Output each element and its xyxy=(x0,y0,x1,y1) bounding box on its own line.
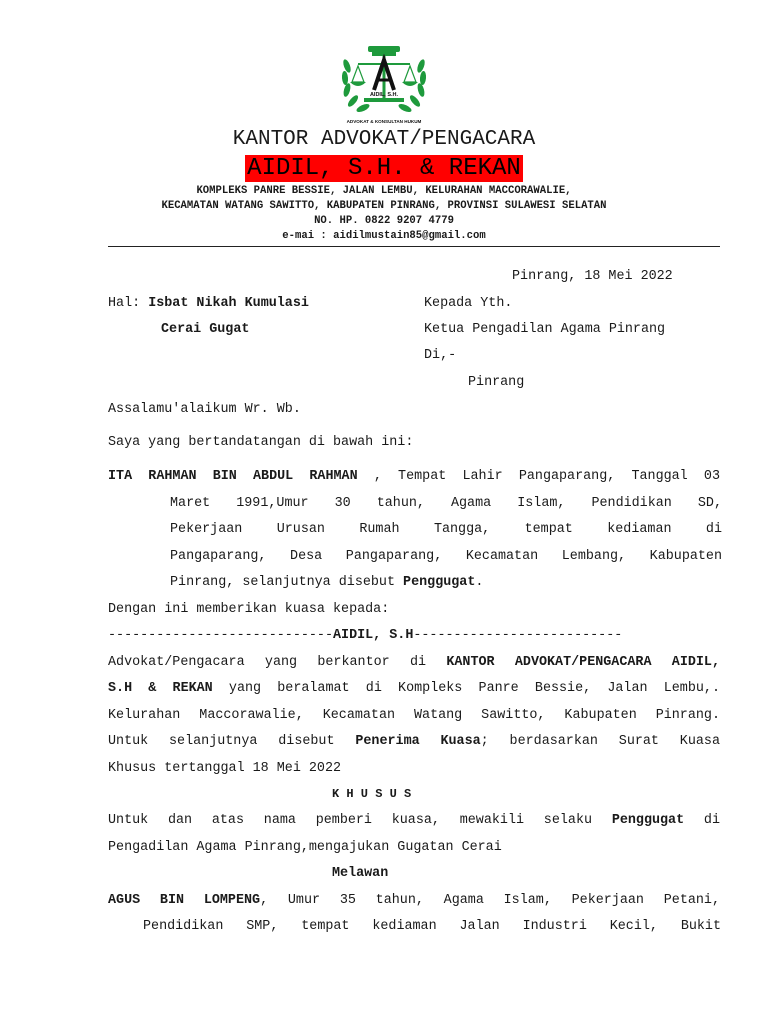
purpose-role: Penggugat xyxy=(611,813,685,828)
defendant-line-1 xyxy=(108,891,720,911)
attorney-line-5: Khusus tertanggal 18 Mei 2022 xyxy=(108,761,342,776)
svg-text:AIDIL, S.H.: AIDIL, S.H. xyxy=(369,92,399,98)
attorney-line-4 xyxy=(108,732,720,752)
address-line-2: KECAMATAN WATANG SAWITTO, KABUPATEN PINRANG, PROVINSI SULAWESI SELATAN xyxy=(161,200,607,212)
grantor-line-5 xyxy=(170,573,483,593)
greeting: Assalamu'alaikum Wr. Wb. xyxy=(108,402,301,417)
firm-name: AIDIL, S.H. & REKAN xyxy=(247,155,521,182)
grantor-line-5-pre: Pinrang, selanjutnya disebut xyxy=(170,575,404,590)
grantor-line-2: Maret 1991,Umur 30 tahun, Agama Islam, Pendidikan SD, xyxy=(170,496,722,511)
grantor-line-1 xyxy=(108,467,720,487)
attorney-heading xyxy=(108,626,622,646)
place-date: Pinrang, 18 Mei 2022 xyxy=(512,269,673,284)
defendant-name: AGUS BIN LOMPENG xyxy=(108,893,261,908)
letterhead-title: KANTOR ADVOKAT/PENGACARA xyxy=(232,128,536,151)
purpose-line-1-pre: Untuk dan atas nama pemberi kuasa, mewakili selaku xyxy=(108,813,612,828)
dash-right: -------------------------- xyxy=(413,628,623,643)
attorney-line-4-pre: Untuk selanjutnya disebut xyxy=(108,734,356,749)
attorney-line-1-pre: Advokat/Pengacara yang berkantor di xyxy=(108,655,447,670)
address-line-1: KOMPLEKS PANRE BESSIE, JALAN LEMBU, KELURAHAN MACCORAWALIE, xyxy=(196,185,572,197)
recipient-line-1: Kepada Yth. xyxy=(424,296,513,311)
svg-text:ADVOKAT & KONSULTAN HUKUM: ADVOKAT & KONSULTAN HUKUM xyxy=(346,119,422,124)
intro-text: Saya yang bertandatangan di bawah ini: xyxy=(108,435,414,450)
defendant-line-1-rest: , Umur 35 tahun, Agama Islam, Pekerjaan Petani, xyxy=(260,893,720,908)
purpose-line-1-post: di xyxy=(684,813,720,828)
grant-intro: Dengan ini memberikan kuasa kepada: xyxy=(108,602,390,617)
grantor-line-3: Pekerjaan Urusan Rumah Tangga, tempat kediaman di xyxy=(170,522,722,537)
email-line: e-mai : aidilmustain85@gmail.com xyxy=(282,230,486,242)
attorney-office-cont: S.H & REKAN xyxy=(108,681,213,696)
grantor-line-1-rest: , Tempat Lahir Pangaparang, Tanggal 03 xyxy=(357,469,720,484)
attorney-line-2 xyxy=(108,679,720,699)
letterhead-divider xyxy=(108,246,720,247)
purpose-line-2: Pengadilan Agama Pinrang,mengajukan Gugatan Cerai xyxy=(108,840,502,855)
attorney-line-1 xyxy=(108,653,720,673)
firm-logo xyxy=(338,42,430,128)
recipient-line-2: Ketua Pengadilan Agama Pinrang xyxy=(424,322,666,337)
attorney-line-3: Kelurahan Maccorawalie, Kecamatan Watang Sawitto, Kabupaten Pinrang. xyxy=(108,708,720,723)
purpose-line-1 xyxy=(108,811,720,831)
attorney-line-4-post: ; berdasarkan Surat Kuasa xyxy=(480,734,720,749)
recipient-line-3: Di,- xyxy=(424,348,457,363)
grantor-line-5-post: . xyxy=(475,575,484,590)
firm-name-banner xyxy=(0,155,768,182)
khusus-heading: K H U S U S xyxy=(332,787,412,801)
recipient-line-4: Pinrang xyxy=(468,375,525,390)
subject-label: Hal: xyxy=(108,296,141,311)
attorney-role: Penerima Kuasa xyxy=(355,734,481,749)
subject-line-1: Isbat Nikah Kumulasi xyxy=(148,296,309,311)
grantor-line-4: Pangaparang, Desa Pangaparang, Kecamatan Lembang, Kabupaten xyxy=(170,549,722,564)
phone-line: NO. HP. 0822 9207 4779 xyxy=(314,215,454,227)
subject-line-2: Cerai Gugat xyxy=(161,322,250,337)
attorney-office: KANTOR ADVOKAT/PENGACARA AIDIL, xyxy=(446,655,720,670)
subject-block xyxy=(108,294,309,314)
melawan-heading: Melawan xyxy=(332,866,389,881)
defendant-line-2: Pendidikan SMP, tempat kediaman Jalan Industri Kecil, Bukit xyxy=(143,919,721,934)
grantor-role: Penggugat xyxy=(403,575,476,590)
dash-left: ---------------------------- xyxy=(108,628,333,643)
grantor-name: ITA RAHMAN BIN ABDUL RAHMAN xyxy=(108,469,358,484)
attorney-name: AIDIL, S.H xyxy=(333,628,414,643)
attorney-line-2-post: yang beralamat di Kompleks Panre Bessie, Jalan Lembu,. xyxy=(212,681,720,696)
